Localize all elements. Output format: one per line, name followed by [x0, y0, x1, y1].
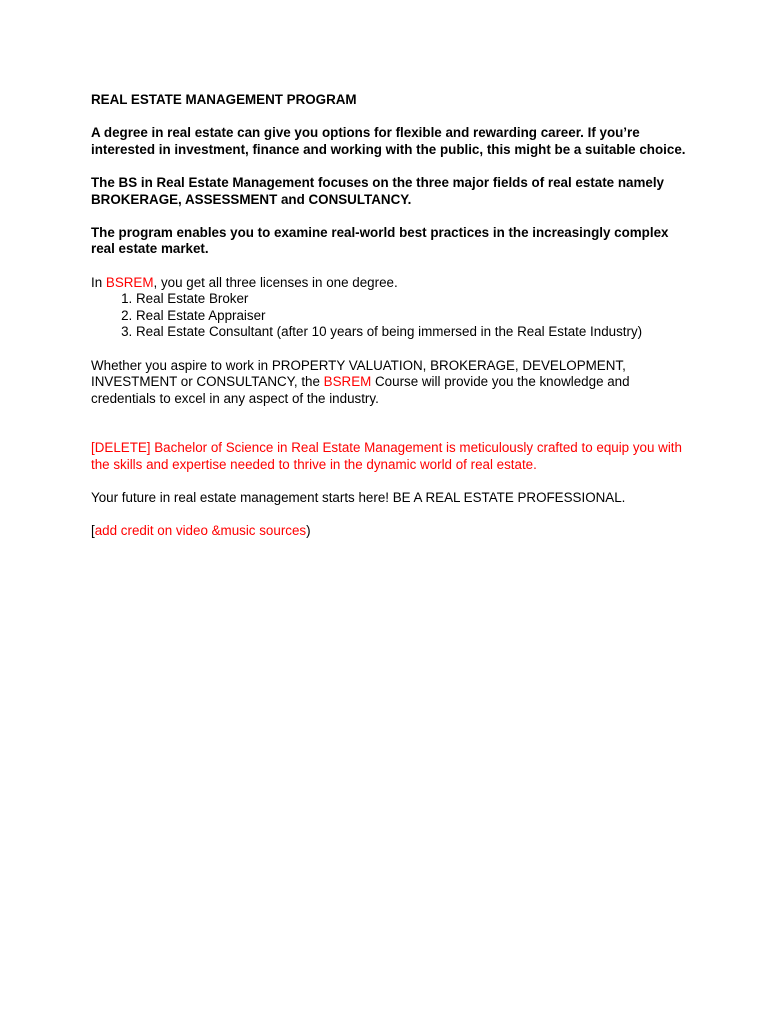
credit-note: [91, 523, 691, 540]
credit-note-open: [: [91, 523, 95, 539]
list-item: 1. Real Estate Broker: [136, 291, 691, 308]
aspire-prefix: Whether you aspire to work in PROPERTY VALUATION, BROKERAGE, DEVELOPMENT, INVESTMENT or CONSULTANCY, the: [91, 357, 626, 390]
closing-paragraph: Your future in real estate management starts here! BE A REAL ESTATE PROFESSIONAL.: [91, 490, 626, 506]
credit-note-text: add credit on video &music sources: [94, 523, 307, 539]
licenses-intro-suffix: , you get all three licenses in one degree.: [153, 274, 398, 290]
focus-paragraph: The BS in Real Estate Management focuses on the three major fields of real estate namely BROKERAGE, ASSESSMENT and CONSULTANCY.: [91, 174, 664, 207]
delete-note: [DELETE] Bachelor of Science in Real Estate Management is meticulously crafted to equip you with the skills and expertise needed to thrive in the dynamic world of real estate.: [91, 440, 682, 473]
licenses-intro-prefix: In: [91, 274, 106, 290]
document-title: REAL ESTATE MANAGEMENT PROGRAM: [91, 92, 357, 107]
bsrem-highlight: BSREM: [105, 274, 154, 290]
licenses-list: [91, 291, 691, 341]
program-paragraph: The program enables you to examine real-world best practices in the increasingly complex real estate market.: [91, 224, 669, 257]
list-item: 2. Real Estate Appraiser: [136, 308, 691, 325]
blank-line: [91, 424, 691, 441]
intro-paragraph: A degree in real estate can give you options for flexible and rewarding career. If you’re interested in investment, finance and working with the public, this might be a suitable choice.: [91, 125, 686, 157]
licenses-intro: [91, 275, 691, 292]
aspire-suffix: Course will provide you the knowledge and credentials to excel in any aspect of the industry.: [91, 374, 630, 406]
aspire-paragraph: [91, 358, 691, 408]
bsrem-highlight: BSREM: [323, 374, 372, 390]
list-item: 3. Real Estate Consultant (after 10 years of being immersed in the Real Estate Industry): [136, 324, 691, 341]
credit-note-close: ): [306, 523, 311, 539]
document-body: [91, 92, 691, 557]
